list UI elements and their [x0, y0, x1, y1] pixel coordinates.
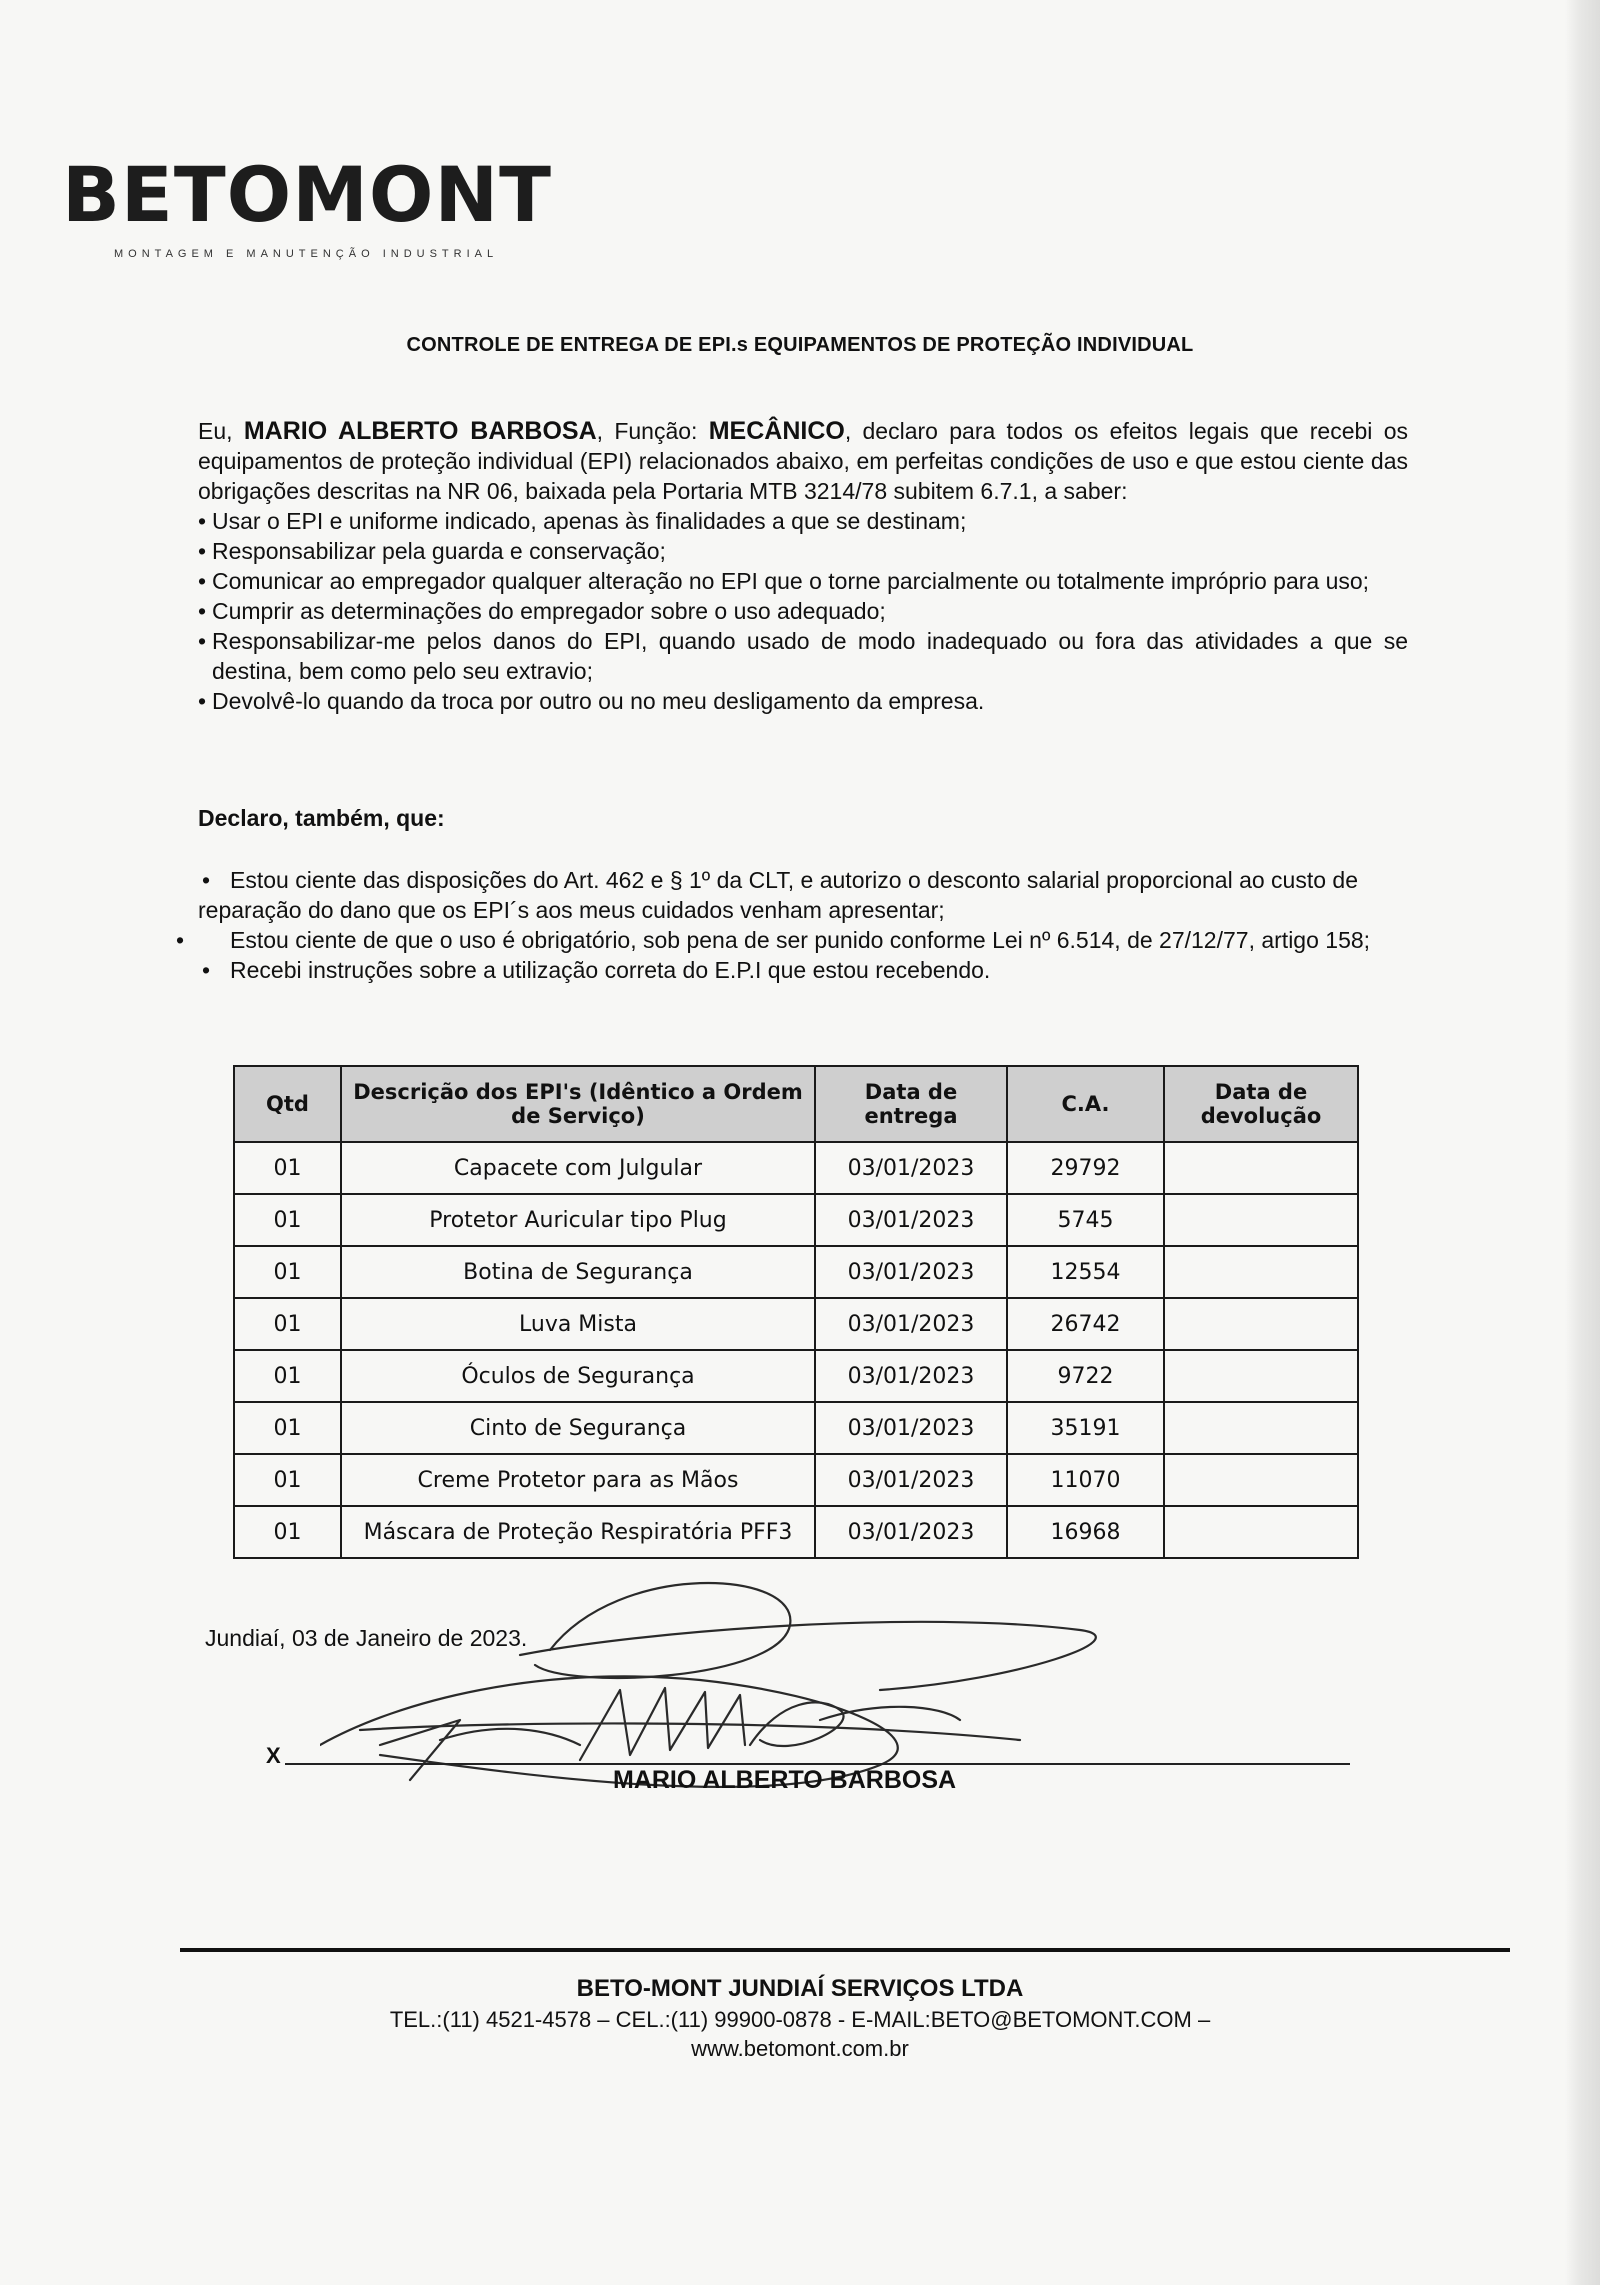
cell-qtd: 01	[234, 1454, 341, 1506]
table-row	[234, 1194, 1358, 1246]
cell-delivery-date: 03/01/2023	[815, 1506, 1007, 1558]
table-row	[234, 1246, 1358, 1298]
list-item: • Estou ciente das disposições do Art. 462 e § 1º da CLT, e autorizo o desconto salarial proporcional ao custo de reparação do dano que os EPI´s aos meus cuidados venham apresentar;	[198, 867, 1358, 923]
cell-qtd: 01	[234, 1246, 341, 1298]
signature-name: MARIO ALBERTO BARBOSA	[613, 1766, 957, 1794]
list-item: • Responsabilizar pela guarda e conservação;	[198, 536, 1408, 566]
cell-qtd: 01	[234, 1298, 341, 1350]
cell-delivery-date: 03/01/2023	[815, 1194, 1007, 1246]
footer-contact: TEL.:(11) 4521-4578 – CEL.:(11) 99900-0878 - E-MAIL:BETO@BETOMONT.COM –	[389, 2007, 1211, 2032]
declarations-list	[176, 865, 1408, 985]
cell-return-date	[1164, 1246, 1358, 1298]
cell-delivery-date: 03/01/2023	[815, 1298, 1007, 1350]
cell-qtd: 01	[234, 1506, 341, 1558]
cell-return-date	[1164, 1350, 1358, 1402]
cell-delivery-date: 03/01/2023	[815, 1402, 1007, 1454]
cell-ca: 35191	[1007, 1402, 1164, 1454]
header-return-date: Data de devolução	[1164, 1066, 1358, 1142]
cell-delivery-date: 03/01/2023	[815, 1454, 1007, 1506]
table-row	[234, 1298, 1358, 1350]
cell-qtd: 01	[234, 1142, 341, 1194]
header-ca: C.A.	[1007, 1066, 1164, 1142]
list-item: • Usar o EPI e uniforme indicado, apenas às finalidades a que se destinam;	[198, 506, 1408, 536]
list-item: • Recebi instruções sobre a utilização correta do E.P.I que estou recebendo.	[202, 957, 991, 983]
cell-description: Óculos de Segurança	[341, 1350, 815, 1402]
cell-description: Botina de Segurança	[341, 1246, 815, 1298]
cell-description: Capacete com Julgular	[341, 1142, 815, 1194]
cell-ca: 26742	[1007, 1298, 1164, 1350]
intro-prefix: Eu,	[198, 418, 244, 444]
signature-mark: X	[266, 1743, 281, 1768]
function-label: , Função:	[596, 418, 709, 444]
cell-return-date	[1164, 1454, 1358, 1506]
cell-return-date	[1164, 1402, 1358, 1454]
table-row	[234, 1454, 1358, 1506]
cell-return-date	[1164, 1194, 1358, 1246]
declaration-body	[198, 416, 1408, 716]
place-date: Jundiaí, 03 de Janeiro de 2023.	[205, 1625, 528, 1651]
cell-ca: 16968	[1007, 1506, 1164, 1558]
cell-description: Luva Mista	[341, 1298, 815, 1350]
table-header-row	[234, 1066, 1358, 1142]
cell-description: Cinto de Segurança	[341, 1402, 815, 1454]
cell-return-date	[1164, 1506, 1358, 1558]
table-row	[234, 1402, 1358, 1454]
header-delivery-date: Data de entrega	[815, 1066, 1007, 1142]
cell-ca: 9722	[1007, 1350, 1164, 1402]
header-qtd: Qtd	[234, 1066, 341, 1142]
footer-website: www.betomont.com.br	[691, 2036, 909, 2061]
declaro-heading: Declaro, também, que:	[198, 805, 445, 831]
declaration-text: Recebi instruções sobre a utilização correta do E.P.I que estou recebendo.	[230, 957, 991, 983]
list-item: • Cumprir as determinações do empregador sobre o uso adequado;	[198, 596, 1408, 626]
obligations-list	[198, 506, 1408, 716]
logo-wordmark: BETOMONT	[62, 150, 552, 239]
cell-description: Creme Protetor para as Mãos	[341, 1454, 815, 1506]
cell-ca: 29792	[1007, 1142, 1164, 1194]
cell-delivery-date: 03/01/2023	[815, 1246, 1007, 1298]
cell-description: Protetor Auricular tipo Plug	[341, 1194, 815, 1246]
cell-return-date	[1164, 1298, 1358, 1350]
list-item: • Estou ciente de que o uso é obrigatório, sob pena de ser punido conforme Lei nº 6.514, de 27/12/77, artigo 158;	[176, 927, 1371, 953]
table-row	[234, 1142, 1358, 1194]
footer-company: BETO-MONT JUNDIAÍ SERVIÇOS LTDA	[576, 1975, 1024, 2002]
list-item: • Responsabilizar-me pelos danos do EPI, quando usado de modo inadequado ou fora das atividades a que se destina, bem como pelo seu extravio;	[198, 626, 1408, 686]
declaration-text: Estou ciente de que o uso é obrigatório, sob pena de ser punido conforme Lei nº 6.514, de 27/12/77, artigo 158;	[230, 927, 1371, 953]
company-logo	[62, 150, 552, 270]
cell-description: Máscara de Proteção Respiratória PFF3	[341, 1506, 815, 1558]
header-description: Descrição dos EPI's (Idêntico a Ordem de Serviço)	[341, 1066, 815, 1142]
logo-tagline: MONTAGEM E MANUTENÇÃO INDUSTRIAL	[114, 248, 499, 260]
cell-return-date	[1164, 1142, 1358, 1194]
cell-qtd: 01	[234, 1194, 341, 1246]
epi-table	[233, 1065, 1359, 1559]
declaration-text: Estou ciente das disposições do Art. 462 e § 1º da CLT, e autorizo o desconto salarial proporcional ao custo de reparação do dano que os EPI´s aos meus cuidados venham apresentar;	[198, 867, 1358, 923]
cell-delivery-date: 03/01/2023	[815, 1350, 1007, 1402]
table-row	[234, 1350, 1358, 1402]
employee-function: MECÂNICO	[708, 417, 845, 445]
cell-qtd: 01	[234, 1350, 341, 1402]
signature-line	[285, 1763, 1350, 1765]
list-item: • Devolvê-lo quando da troca por outro ou no meu desligamento da empresa.	[198, 686, 1408, 716]
employee-name: MARIO ALBERTO BARBOSA	[243, 417, 597, 445]
table-row	[234, 1506, 1358, 1558]
intro-paragraph	[198, 416, 1408, 506]
footer-divider	[180, 1948, 1510, 1952]
cell-ca: 12554	[1007, 1246, 1164, 1298]
intro-text: , declaro para todos os efeitos legais que recebi os equipamentos de proteção individual (EPI) relacionados abaixo, em perfeitas condições de uso e que estou ciente das obrigações descritas na NR 06, baixada pela Portaria MTB 3214/78 subitem 6.7.1, a saber:	[198, 418, 1408, 504]
cell-delivery-date: 03/01/2023	[815, 1142, 1007, 1194]
cell-ca: 11070	[1007, 1454, 1164, 1506]
cell-qtd: 01	[234, 1402, 341, 1454]
list-item: • Comunicar ao empregador qualquer alteração no EPI que o torne parcialmente ou totalmente impróprio para uso;	[198, 566, 1408, 596]
document-title: CONTROLE DE ENTREGA DE EPI.s EQUIPAMENTOS DE PROTEÇÃO INDIVIDUAL	[406, 334, 1194, 356]
cell-ca: 5745	[1007, 1194, 1164, 1246]
